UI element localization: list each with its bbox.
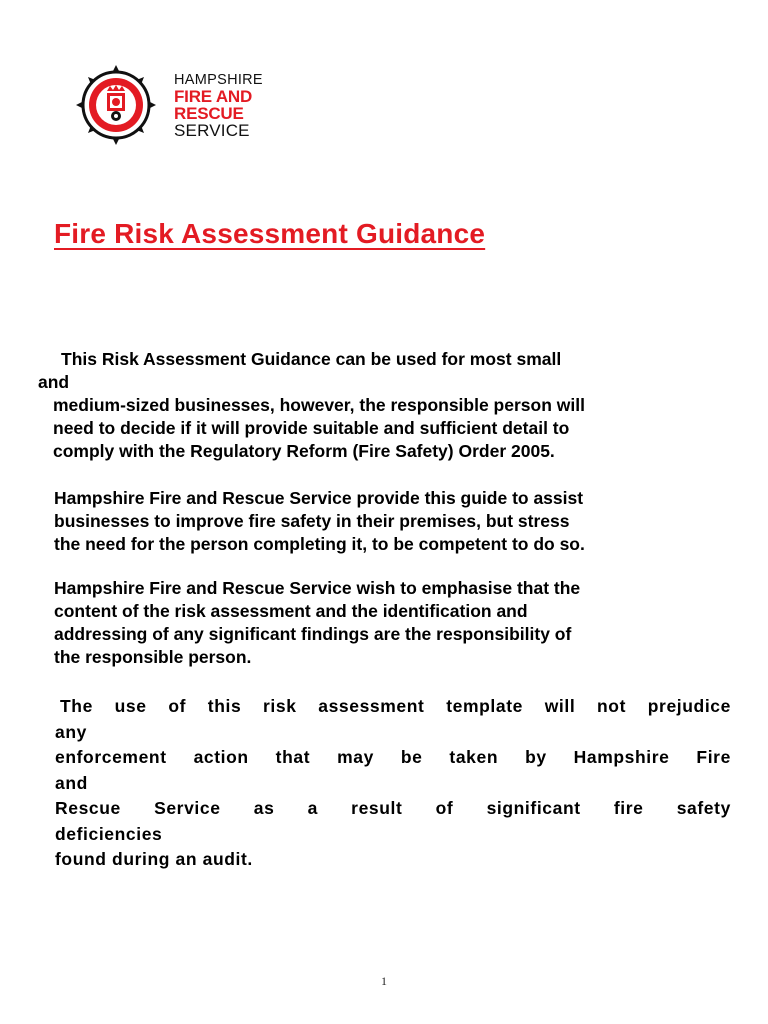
logo-text: [174, 73, 263, 139]
paragraph-enforcement: [55, 694, 731, 873]
text-line: This Risk Assessment Guidance can be used for most small: [61, 349, 562, 369]
word: The: [60, 696, 93, 716]
word: may: [337, 747, 374, 767]
word: will: [544, 696, 576, 716]
text-line: any: [55, 721, 87, 742]
text-line: medium-sized businesses, however, the responsible person will: [53, 395, 585, 415]
word: safety: [676, 798, 731, 818]
text-line: comply with the Regulatory Reform (Fire Safety) Order 2005.: [53, 441, 555, 461]
paragraph-intro: [38, 348, 585, 463]
word: as: [253, 798, 275, 818]
word: a: [307, 798, 318, 818]
word: of: [435, 798, 454, 818]
text-line: need to decide if it will provide suitable and sufficient detail to: [53, 418, 570, 438]
word: by: [525, 747, 547, 767]
logo-line-fire-and: FIRE AND: [174, 86, 253, 106]
word: of: [168, 696, 187, 716]
document-title: Fire Risk Assessment Guidance: [54, 218, 486, 249]
word: prejudice: [647, 696, 731, 716]
text-line: content of the risk assessment and the identification and: [54, 601, 528, 621]
word: fire: [613, 798, 644, 818]
word: Service: [154, 798, 221, 818]
text-line: the need for the person completing it, to be competent to do so.: [54, 534, 585, 554]
word: Fire: [696, 747, 731, 767]
text-line: the responsible person.: [54, 647, 252, 667]
justified-line: [55, 745, 731, 771]
word: action: [193, 747, 249, 767]
text-line: and: [55, 772, 88, 793]
paragraph-purpose: [54, 487, 585, 556]
text-line: businesses to improve fire safety in their premises, but stress: [54, 511, 570, 531]
word: not: [597, 696, 627, 716]
hampshire-fire-rescue-logo: [72, 63, 272, 147]
justified-line: [55, 694, 731, 720]
word: Hampshire: [573, 747, 670, 767]
text-line: addressing of any significant findings are the responsibility of: [54, 624, 572, 644]
word: template: [446, 696, 523, 716]
page-number: 1: [381, 974, 387, 988]
word: taken: [449, 747, 499, 767]
logo-line-hampshire: HAMPSHIRE: [174, 72, 263, 88]
fire-service-badge-icon: [72, 63, 164, 147]
word: enforcement: [55, 747, 167, 767]
word: Rescue: [55, 798, 121, 818]
text-line: Hampshire Fire and Rescue Service provide this guide to assist: [54, 488, 584, 508]
text-line: Hampshire Fire and Rescue Service wish to emphasise that the: [54, 578, 581, 598]
text-line: deficiencies: [55, 823, 163, 844]
word: this: [207, 696, 242, 716]
word: result: [351, 798, 403, 818]
word: use: [114, 696, 147, 716]
word: significant: [486, 798, 581, 818]
word: be: [400, 747, 423, 767]
paragraph-responsibility: [54, 577, 580, 669]
logo-line-service: SERVICE: [174, 120, 250, 140]
text-line: and: [38, 372, 70, 392]
word: risk: [263, 696, 297, 716]
text-line: found during an audit.: [55, 849, 253, 869]
logo-line-rescue: RESCUE: [174, 103, 244, 123]
justified-line: [55, 796, 731, 822]
word: that: [275, 747, 311, 767]
word: assessment: [318, 696, 425, 716]
